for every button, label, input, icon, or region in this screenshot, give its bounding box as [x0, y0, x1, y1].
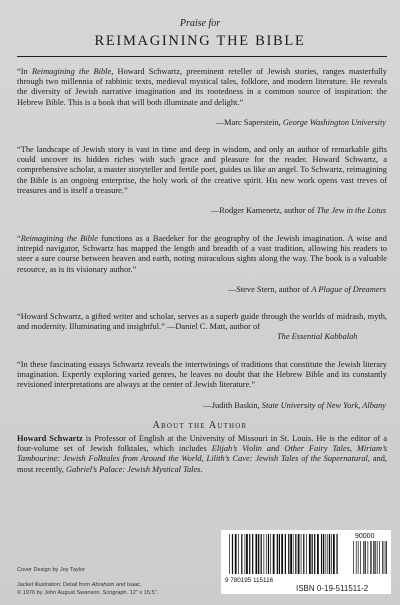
isbn-number: ISBN 0-19-511511-2 — [296, 584, 369, 593]
quote-baskin: “In these fascinating essays Schwartz reveals the intertwinings of traditions that constitute the Jewish literary imagination. Expertly exploring varied genres, he leaves no doubt that the Hebrew Bible and its constantly revisioned interpretations are always at the center of Jewish literature.” — [17, 360, 387, 390]
attribution-saperstein: —Marc Saperstein, George Washington University — [215, 118, 386, 127]
price-code: 90000 — [355, 533, 375, 540]
author-bio: Howard Schwartz is Professor of English at the University of Missouri in St. Louis. He is the editor of a four-volume set of Jewish folktales, which includes Elijah’s Violin and Other Fairy Tales, Miriam’s Tambourine: Jewish Folktales from Around the World, Lilith’s Cave: Jewish Tales of the Supernatural, and, most recently, Gabriel’s Palace: Jewish Mystical Tales. — [17, 434, 388, 474]
praise-for-label: Praise for — [179, 18, 221, 29]
quote-stern: “Reimagining the Bible functions as a Baedeker for the geography of the Jewish imagination. A wise and intrepid navigator, Schwartz has mapped the length and breadth of a vast tradition, allowing his readers to steer a sure course between heaven and earth, noting miraculous sights along the way. The book is a valuable resource, as is its visionary author.” — [17, 234, 387, 274]
jacket-illustration-credit: Jacket illustration: Detail from Abraham and Isaac. — [17, 582, 142, 588]
quote-matt: “Howard Schwartz, a gifted writer and scholar, serves as a superb guide through the worlds of midrash, myth, and modernity. Illuminating and insightful.” —Daniel C. Matt, author of — [17, 312, 387, 332]
title-rule — [17, 56, 387, 57]
copyright-credit: © 1976 by John August Swanson. Scrigraph. 12" x 15.5". — [17, 590, 159, 596]
attribution-matt-book: The Essential Kabbalah — [277, 332, 358, 341]
quote-kamenetz: “The landscape of Jewish story is vast in time and deep in wisdom, and only an author of remarkable gifts could uncover its hidden riches with such grace and pleasure for the reader. Howard Schwartz, a comprehensive scholar, a master storyteller and fertile poet, guides us like an angel. To Schwartz, reimagining the Bible is an ongoing enterprise, the holy work of the creative spirit. His new work opens vast treves of treasures and is itself a treasure.” — [17, 145, 387, 195]
cover-design-credit: Cover Design by Joy Taylor — [17, 567, 85, 573]
about-author-heading: About the Author — [152, 420, 248, 431]
attribution-baskin: —Judith Baskin, State University of New York, Albany — [203, 401, 386, 410]
attribution-kamenetz: —Rodger Kamenetz, author of The Jew in the Lotus — [210, 206, 386, 215]
book-title: REIMAGINING THE BIBLE — [94, 33, 306, 49]
quote-saperstein: “In Reimagining the Bible, Howard Schwartz, preeminent reteller of Jewish stories, ranges masterfully through two millennia of rabbinic texts, medieval mystical tales, folklore, and modern literature. He reveals the diversity of Jewish narrative imagination and its rootedness in a common source of inspiration: the Hebrew Bible. This is a book that will both illuminate and delight.” — [17, 67, 387, 107]
ean-digits: 9 780195 115116 — [225, 577, 274, 584]
attribution-stern: —Steve Stern, author of A Plague of Dreamers — [227, 285, 386, 294]
